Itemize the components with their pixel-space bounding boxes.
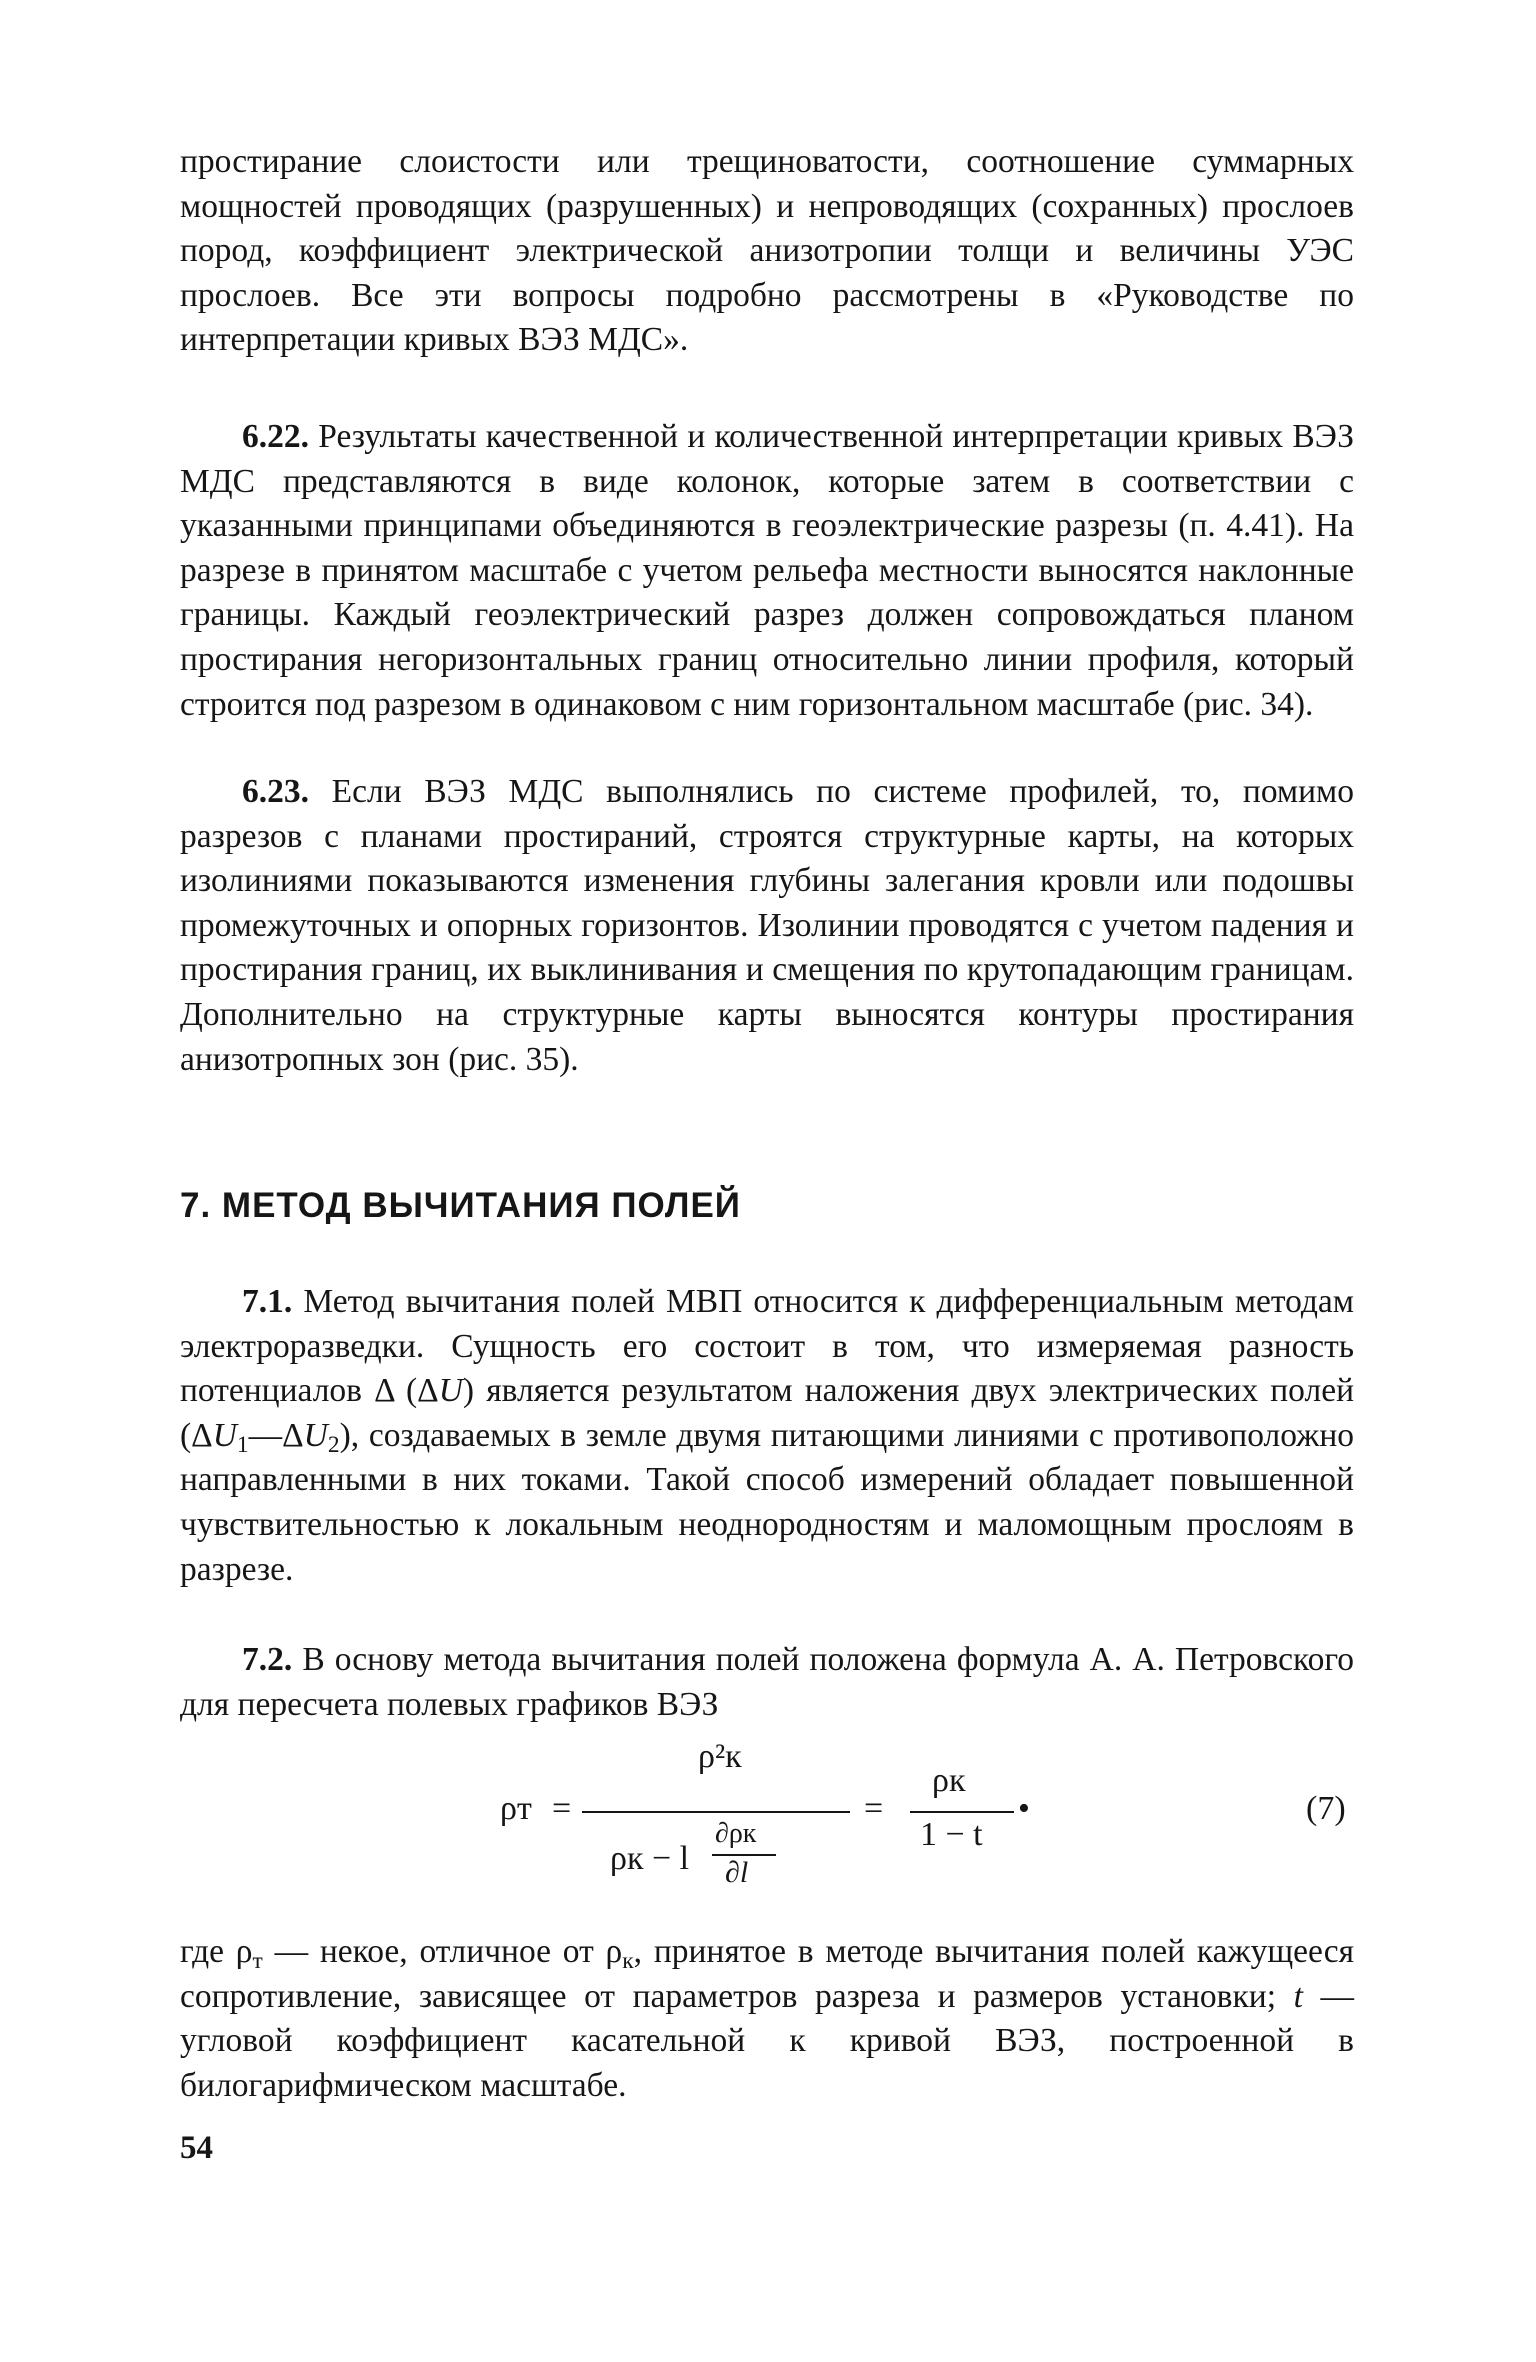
formula-numerator: ρ²к: [698, 1738, 742, 1775]
section-heading: 7. МЕТОД ВЫЧИТАНИЯ ПОЛЕЙ: [180, 1186, 741, 1225]
math-sub-2: 2: [327, 1431, 340, 1458]
math-t: t: [1293, 1977, 1303, 2015]
paragraph-where: [180, 1930, 1354, 2108]
formula-equals: =: [552, 1790, 572, 1827]
paragraph-7-1: [180, 1280, 1354, 1592]
fraction-bar-2: [910, 1811, 1014, 1813]
math-u: U: [438, 1372, 463, 1410]
paragraph-7-2: [180, 1638, 1354, 1727]
formula-equals-2: =: [864, 1790, 884, 1827]
paragraph-continuation: [180, 140, 1354, 363]
paragraph-6-22: [180, 415, 1354, 727]
paragraph-text: ) является результатом наложения двух электрических полей (Δ: [180, 1372, 1355, 1454]
formula-7: [500, 1738, 1360, 1908]
formula-comma: •: [1018, 1790, 1030, 1827]
paragraph-number: 7.2.: [242, 1641, 293, 1678]
paragraph-text: Если ВЭЗ МДС выполнялись по системе профилей, то, помимо разрезов с планами простираний, строятся структурные карты, на которых изолиниями показываются изменения глубины залегания кровли или подошвы промежуточных и опорных горизонтов. Изолинии проводятся с учетом падения и простирания границ, их выклинивания и смещения по крутопадающим границам. Дополнительно на структурные карты выносятся контуры простирания анизотропных зон (рис. 35).: [180, 773, 1355, 1078]
formula-numerator-2: ρк: [932, 1762, 966, 1799]
formula-lhs: ρт: [500, 1790, 532, 1827]
page-number: 54: [180, 2130, 213, 2166]
equation-number: (7): [1306, 1790, 1346, 1827]
paragraph-text: —Δ: [248, 1416, 304, 1454]
math-sub-1: 1: [236, 1431, 249, 1458]
paragraph-text: Результаты качественной и количественной интерпретации кривых ВЭЗ МДС представляются в виде колонок, которые затем в соответствии с указанными принципами объединяются в геоэлектрические разрезы (п. 4.41). На разрезе в принятом масштабе с учетом рельефа местности выносятся наклонные границы. Каждый геоэлектрический разрез должен сопровождаться планом простирания негоризонтальных границ относительно линии профиля, который строится под разрезом в одинаковом с ним горизонтальном масштабе (рис. 34).: [180, 418, 1354, 723]
math-sub-t: т: [252, 1947, 263, 1974]
formula-denominator: ρк − l: [610, 1840, 690, 1877]
paragraph-text: Метод вычитания полей МВП относится к дифференциальным методам электроразведки. Сущность его состоит в том, что измеряемая разность потенциалов Δ (Δ: [180, 1283, 1354, 1410]
paragraph-number: 6.23.: [242, 773, 309, 810]
paragraph-text: В основу метода вычитания полей положена формула А. А. Петровского для пересчета полевых графиков ВЭЗ: [180, 1641, 1354, 1723]
paragraph-number: 7.1.: [242, 1283, 293, 1320]
math-u1: U: [212, 1416, 237, 1454]
derivative-numerator: ∂ρк: [715, 1818, 757, 1849]
fraction-bar: [582, 1811, 850, 1813]
paragraph-text: — угловой коэффициент касательной к кривой ВЭЗ, построенной в билогарифмическом масштабе.: [180, 1977, 1354, 2104]
paragraph-text: , принятое в методе вычитания полей кажущееся сопротивление, зависящее от параметров разреза и размеров установки;: [180, 1933, 1354, 2015]
paragraph-6-23: [180, 770, 1354, 1082]
paragraph-text: простирание слоистости или трещиноватости, соотношение суммарных мощностей проводящих (разрушенных) и непроводящих (сохранных) прослоев пород, коэффициент электрической анизотропии толщи и величины УЭС прослоев. Все эти вопросы подробно рассмотрены в «Руководстве по интерпретации кривых ВЭЗ МДС».: [180, 143, 1354, 359]
formula-denominator-2: 1 − t: [920, 1816, 983, 1853]
derivative-denominator: ∂l: [725, 1856, 749, 1889]
paragraph-text: где ρ: [180, 1933, 253, 1970]
paragraph-text: ), создаваемых в земле двумя питающими линиями с противоположно направленными в них токами. Такой способ измерений обладает повышенной чувствительностью к локальным неоднородностям и маломощным прослоям в разрезе.: [180, 1416, 1354, 1588]
paragraph-number: 6.22.: [242, 418, 309, 455]
paragraph-text: — некое, отличное от ρ: [262, 1933, 623, 1970]
math-u2: U: [303, 1416, 328, 1454]
math-sub-k: к: [622, 1947, 634, 1974]
